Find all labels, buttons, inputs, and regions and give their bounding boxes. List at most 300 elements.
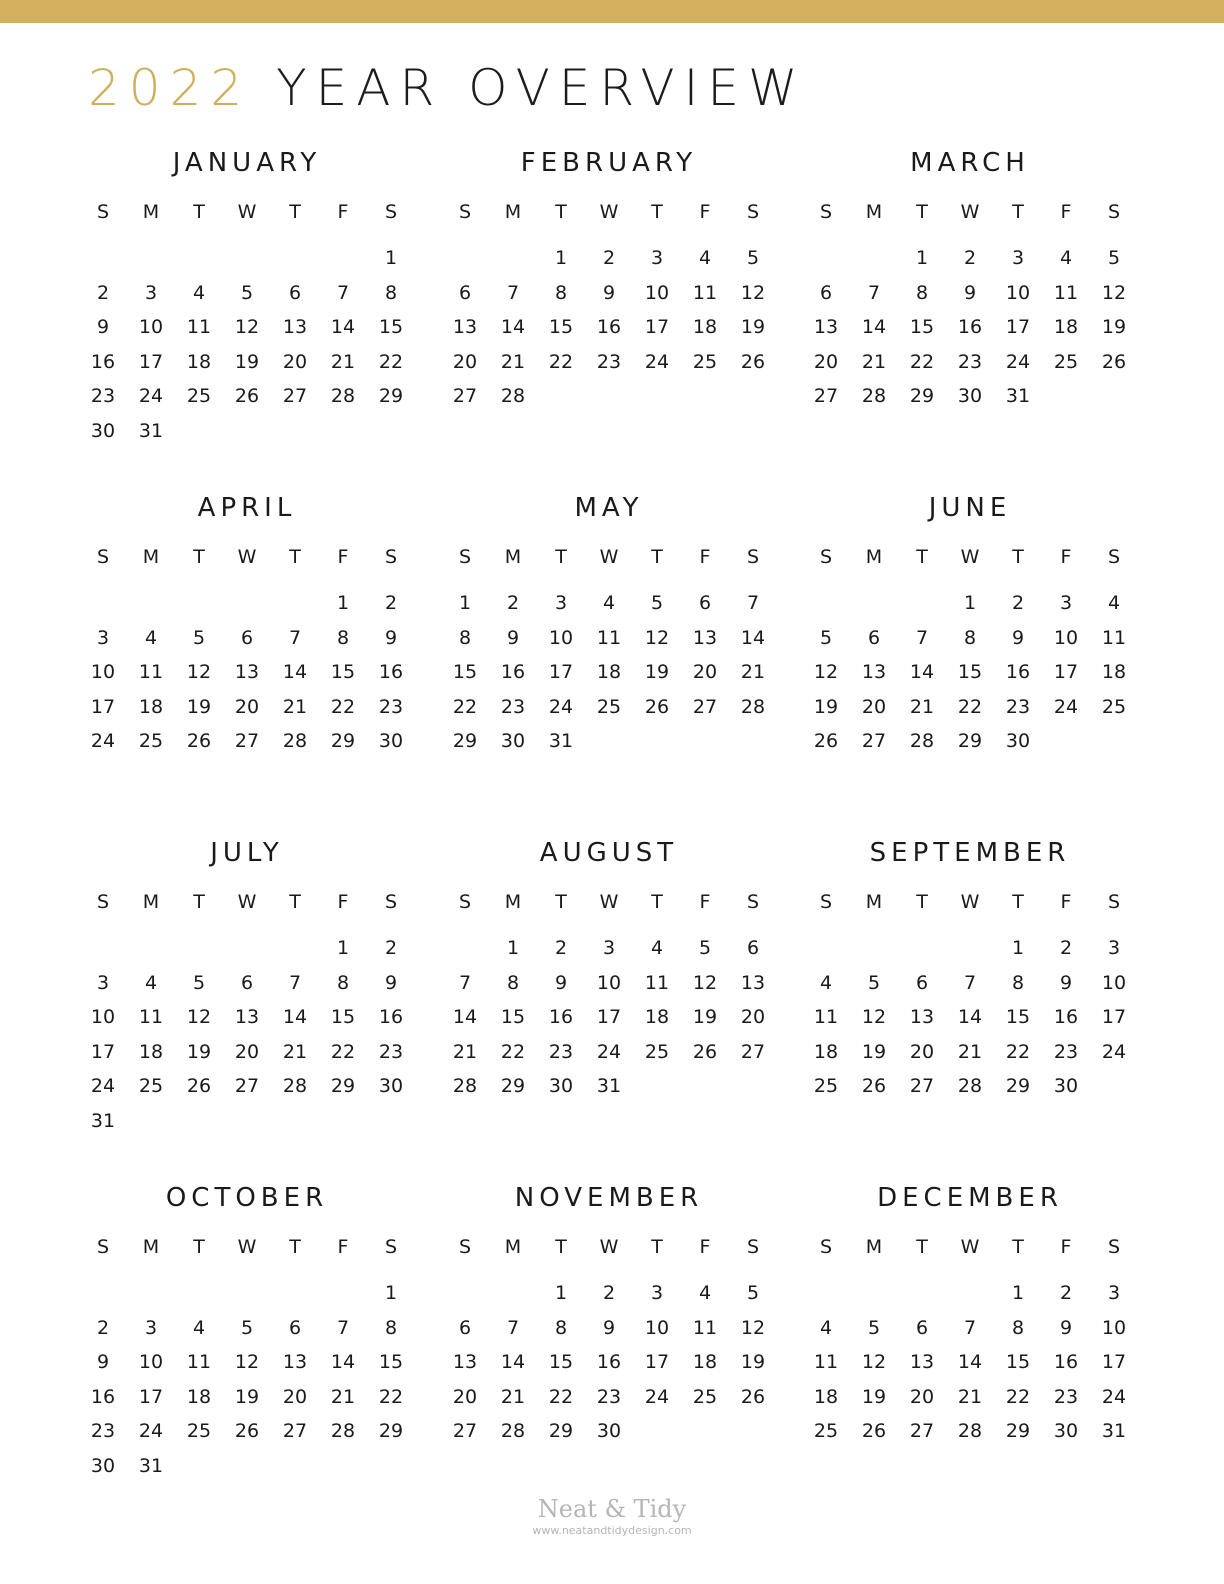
date-cell: 20 [813, 350, 839, 373]
weekday-label: F [337, 891, 349, 913]
weekday-label: S [819, 891, 833, 913]
date-cell: 12 [186, 661, 212, 683]
date-cell: 4 [698, 1282, 712, 1304]
date-cell: 5 [1107, 247, 1121, 269]
date-cell: 15 [957, 661, 983, 683]
weekday-label: M [865, 1236, 883, 1258]
date-cell: 7 [915, 626, 929, 649]
weekday-label: M [142, 546, 160, 568]
weekday-label: S [96, 201, 110, 223]
weekday-label: F [699, 546, 711, 568]
date-cell: 5 [650, 592, 664, 614]
date-cell: 23 [378, 695, 404, 718]
date-cell: 21 [957, 1040, 983, 1063]
date-cell: 4 [698, 247, 712, 269]
date-cell: 3 [144, 281, 158, 304]
date-cell: 13 [909, 1351, 935, 1373]
date-cell: 22 [957, 695, 983, 718]
date-cell: 13 [282, 316, 308, 338]
weekday-label: M [142, 1236, 160, 1258]
date-cell: 29 [378, 385, 404, 407]
date-cell: 6 [698, 592, 712, 614]
date-cell: 17 [1101, 1006, 1127, 1028]
date-cell: 10 [90, 1006, 116, 1028]
weekday-header [441, 200, 777, 224]
date-cell: 7 [288, 626, 302, 649]
date-cell: 26 [740, 350, 766, 373]
weekday-label: T [555, 891, 567, 913]
date-cell: 20 [282, 350, 308, 373]
date-cell: 23 [378, 1040, 404, 1063]
date-cell: 27 [813, 385, 839, 407]
date-cell: 8 [915, 281, 929, 304]
date-cell: 26 [1101, 350, 1127, 373]
date-grid [441, 586, 777, 759]
weekday-label: W [599, 201, 619, 223]
weekday-label: M [865, 201, 883, 223]
date-cell: 27 [282, 385, 308, 407]
date-cell: 14 [500, 1351, 526, 1373]
date-cell: 3 [1059, 592, 1073, 614]
weekday-header [441, 545, 777, 569]
weekday-label: T [1012, 1236, 1024, 1258]
date-cell: 4 [819, 1316, 833, 1339]
month-july [79, 838, 415, 1138]
brand-url: www.neatandtidydesign.com [532, 1524, 692, 1537]
date-cell: 30 [596, 1420, 622, 1442]
date-cell: 10 [1005, 281, 1031, 304]
weekday-label: S [819, 1236, 833, 1258]
date-cell: 11 [692, 1316, 718, 1339]
date-cell: 22 [548, 1385, 574, 1408]
weekday-label: T [193, 891, 205, 913]
date-cell: 2 [96, 281, 110, 304]
date-cell: 18 [692, 316, 718, 338]
date-grid [802, 241, 1138, 414]
date-cell: 23 [1053, 1385, 1079, 1408]
date-cell: 23 [1005, 695, 1031, 718]
date-cell: 12 [692, 971, 718, 994]
date-cell: 26 [186, 1075, 212, 1097]
weekday-label: S [458, 891, 472, 913]
month-name: SEPTEMBER [869, 838, 1071, 868]
date-cell: 9 [96, 316, 110, 338]
weekday-label: W [237, 201, 257, 223]
month-name: DECEMBER [877, 1183, 1063, 1213]
date-cell: 14 [957, 1351, 983, 1373]
weekday-label: T [916, 891, 928, 913]
date-cell: 23 [500, 695, 526, 718]
date-cell: 5 [746, 1282, 760, 1304]
date-cell: 28 [282, 1075, 308, 1097]
weekday-label: S [384, 546, 398, 568]
weekday-label: T [1012, 546, 1024, 568]
date-cell: 16 [500, 661, 526, 683]
weekday-label: M [142, 891, 160, 913]
date-cell: 2 [96, 1316, 110, 1339]
weekday-label: W [237, 1236, 257, 1258]
weekday-label: W [599, 546, 619, 568]
date-cell: 25 [138, 1075, 164, 1097]
date-cell: 14 [909, 661, 935, 683]
date-cell: 9 [1059, 971, 1073, 994]
weekday-label: T [916, 546, 928, 568]
date-cell: 1 [963, 592, 977, 614]
date-cell: 19 [186, 695, 212, 718]
date-cell: 12 [1101, 281, 1127, 304]
date-cell: 20 [282, 1385, 308, 1408]
date-cell: 6 [240, 971, 254, 994]
date-cell: 4 [192, 1316, 206, 1339]
date-cell: 16 [90, 350, 116, 373]
weekday-label: T [651, 201, 663, 223]
date-cell: 20 [452, 350, 478, 373]
date-cell: 20 [692, 661, 718, 683]
month-name: JUNE [928, 493, 1012, 523]
weekday-label: M [504, 1236, 522, 1258]
weekday-label: S [458, 201, 472, 223]
date-cell: 21 [909, 695, 935, 718]
date-cell: 26 [861, 1075, 887, 1097]
date-cell: 2 [554, 937, 568, 959]
date-cell: 6 [288, 281, 302, 304]
weekday-label: T [193, 1236, 205, 1258]
date-cell: 23 [90, 385, 116, 407]
weekday-label: S [1107, 546, 1121, 568]
weekday-header [802, 1235, 1138, 1259]
date-cell: 13 [452, 1351, 478, 1373]
date-cell: 28 [861, 385, 887, 407]
month-february [441, 148, 777, 414]
weekday-label: S [1107, 201, 1121, 223]
weekday-label: W [960, 546, 980, 568]
date-cell: 3 [554, 592, 568, 614]
date-cell: 28 [282, 730, 308, 752]
date-cell: 25 [1053, 350, 1079, 373]
date-cell: 27 [452, 1420, 478, 1442]
date-cell: 10 [644, 281, 670, 304]
date-cell: 11 [1053, 281, 1079, 304]
date-cell: 7 [963, 1316, 977, 1339]
date-grid [802, 1276, 1138, 1449]
date-cell: 11 [138, 1006, 164, 1028]
date-cell: 21 [452, 1040, 478, 1063]
footer-brand [0, 1494, 1224, 1538]
weekday-header [79, 890, 415, 914]
brand-logo: Neat & Tidy [537, 1495, 687, 1523]
weekday-header [802, 890, 1138, 914]
date-cell: 5 [867, 971, 881, 994]
weekday-label: M [865, 891, 883, 913]
date-grid [441, 1276, 777, 1449]
date-cell: 13 [813, 316, 839, 338]
month-name: MARCH [910, 148, 1030, 178]
date-grid [802, 931, 1138, 1104]
date-cell: 7 [506, 281, 520, 304]
weekday-label: W [960, 891, 980, 913]
date-cell: 23 [957, 350, 983, 373]
date-cell: 5 [192, 626, 206, 649]
date-cell: 2 [384, 592, 398, 614]
date-cell: 11 [1101, 626, 1127, 649]
date-cell: 9 [1011, 626, 1025, 649]
date-cell: 13 [740, 971, 766, 994]
weekday-header [802, 200, 1138, 224]
date-cell: 29 [1005, 1075, 1031, 1097]
date-cell: 30 [957, 385, 983, 407]
date-cell: 20 [740, 1006, 766, 1028]
date-cell: 26 [740, 1385, 766, 1408]
date-cell: 11 [596, 626, 622, 649]
date-cell: 12 [234, 1351, 260, 1373]
month-november [441, 1183, 777, 1449]
weekday-header [441, 1235, 777, 1259]
date-cell: 21 [740, 661, 766, 683]
date-cell: 21 [500, 1385, 526, 1408]
date-cell: 28 [500, 1420, 526, 1442]
weekday-label: S [384, 891, 398, 913]
date-cell: 18 [138, 1040, 164, 1063]
weekday-label: F [337, 1236, 349, 1258]
date-cell: 7 [506, 1316, 520, 1339]
date-cell: 9 [384, 626, 398, 649]
date-cell: 26 [813, 730, 839, 752]
date-cell: 5 [240, 1316, 254, 1339]
date-cell: 18 [813, 1385, 839, 1408]
date-cell: 24 [138, 385, 164, 407]
weekday-label: S [819, 546, 833, 568]
weekday-label: F [699, 1236, 711, 1258]
date-cell: 8 [384, 1316, 398, 1339]
date-cell: 13 [282, 1351, 308, 1373]
date-cell: 1 [1011, 937, 1025, 959]
date-cell: 1 [384, 1282, 398, 1304]
weekday-label: W [237, 546, 257, 568]
weekday-label: F [699, 201, 711, 223]
date-cell: 7 [336, 281, 350, 304]
date-cell: 19 [644, 661, 670, 683]
date-cell: 6 [915, 971, 929, 994]
weekday-label: T [193, 546, 205, 568]
date-cell: 16 [596, 316, 622, 338]
month-name: APRIL [197, 493, 297, 523]
date-grid [79, 586, 415, 759]
date-grid [441, 241, 777, 414]
title-year: 2022 [88, 59, 252, 117]
top-accent-bar [0, 0, 1224, 23]
date-cell: 9 [384, 971, 398, 994]
date-cell: 3 [96, 626, 110, 649]
date-cell: 6 [867, 626, 881, 649]
date-cell: 7 [867, 281, 881, 304]
date-cell: 10 [90, 661, 116, 683]
date-cell: 1 [915, 247, 929, 269]
date-cell: 5 [819, 626, 833, 649]
date-cell: 9 [1059, 1316, 1073, 1339]
month-name: MAY [574, 493, 644, 523]
weekday-label: S [384, 201, 398, 223]
date-cell: 3 [1011, 247, 1025, 269]
weekday-label: M [504, 891, 522, 913]
date-cell: 1 [1011, 1282, 1025, 1304]
date-cell: 18 [692, 1351, 718, 1373]
date-cell: 2 [1059, 937, 1073, 959]
date-cell: 17 [644, 1351, 670, 1373]
date-cell: 31 [1101, 1420, 1127, 1442]
weekday-label: T [289, 201, 301, 223]
date-cell: 9 [554, 971, 568, 994]
weekday-label: S [96, 546, 110, 568]
weekday-label: S [819, 201, 833, 223]
date-cell: 17 [548, 661, 574, 683]
date-cell: 22 [378, 1385, 404, 1408]
date-cell: 4 [1059, 247, 1073, 269]
date-cell: 27 [452, 385, 478, 407]
date-cell: 8 [336, 971, 350, 994]
date-cell: 18 [186, 350, 212, 373]
date-cell: 29 [957, 730, 983, 752]
weekday-header [802, 545, 1138, 569]
date-cell: 9 [602, 1316, 616, 1339]
weekday-label: W [960, 201, 980, 223]
date-cell: 18 [138, 695, 164, 718]
month-june [802, 493, 1138, 759]
date-cell: 6 [746, 937, 760, 959]
month-march [802, 148, 1138, 414]
date-cell: 6 [915, 1316, 929, 1339]
month-name: NOVEMBER [514, 1183, 704, 1213]
date-cell: 3 [650, 1282, 664, 1304]
date-cell: 18 [186, 1385, 212, 1408]
date-cell: 9 [963, 281, 977, 304]
date-cell: 16 [378, 661, 404, 683]
date-cell: 11 [186, 1351, 212, 1373]
date-cell: 30 [500, 730, 526, 752]
date-cell: 17 [596, 1006, 622, 1028]
weekday-label: W [599, 1236, 619, 1258]
date-cell: 17 [1053, 661, 1079, 683]
date-cell: 15 [548, 316, 574, 338]
date-grid [441, 931, 777, 1104]
date-cell: 6 [458, 281, 472, 304]
date-cell: 22 [452, 695, 478, 718]
date-cell: 8 [506, 971, 520, 994]
date-cell: 11 [692, 281, 718, 304]
date-cell: 4 [602, 592, 616, 614]
weekday-label: S [1107, 891, 1121, 913]
date-cell: 1 [458, 592, 472, 614]
date-cell: 7 [746, 592, 760, 614]
date-cell: 12 [740, 281, 766, 304]
date-cell: 19 [813, 695, 839, 718]
date-cell: 15 [1005, 1351, 1031, 1373]
month-september [802, 838, 1138, 1104]
date-cell: 12 [861, 1006, 887, 1028]
date-cell: 29 [1005, 1420, 1031, 1442]
date-cell: 15 [378, 316, 404, 338]
date-cell: 17 [1005, 316, 1031, 338]
weekday-label: T [555, 1236, 567, 1258]
date-cell: 16 [1053, 1006, 1079, 1028]
date-cell: 25 [138, 730, 164, 752]
date-cell: 4 [650, 937, 664, 959]
date-cell: 18 [596, 661, 622, 683]
weekday-label: F [1060, 201, 1072, 223]
date-cell: 26 [861, 1420, 887, 1442]
date-cell: 17 [90, 1040, 116, 1063]
date-cell: 27 [740, 1040, 766, 1063]
date-cell: 25 [813, 1075, 839, 1097]
date-cell: 16 [1053, 1351, 1079, 1373]
date-cell: 19 [234, 1385, 260, 1408]
date-cell: 24 [644, 1385, 670, 1408]
date-cell: 28 [500, 385, 526, 407]
date-cell: 20 [234, 1040, 260, 1063]
date-cell: 21 [330, 350, 356, 373]
date-cell: 23 [596, 350, 622, 373]
date-cell: 7 [336, 1316, 350, 1339]
date-cell: 10 [596, 971, 622, 994]
date-cell: 30 [1053, 1420, 1079, 1442]
date-cell: 25 [813, 1420, 839, 1442]
date-cell: 23 [596, 1385, 622, 1408]
date-cell: 15 [548, 1351, 574, 1373]
date-cell: 21 [282, 1040, 308, 1063]
date-cell: 3 [144, 1316, 158, 1339]
date-cell: 7 [458, 971, 472, 994]
date-cell: 15 [909, 316, 935, 338]
date-cell: 19 [861, 1040, 887, 1063]
date-cell: 14 [452, 1006, 478, 1028]
weekday-header [79, 1235, 415, 1259]
date-cell: 8 [336, 626, 350, 649]
date-cell: 19 [692, 1006, 718, 1028]
date-cell: 27 [234, 730, 260, 752]
date-cell: 14 [500, 316, 526, 338]
date-cell: 6 [819, 281, 833, 304]
date-cell: 20 [909, 1040, 935, 1063]
date-cell: 22 [909, 350, 935, 373]
date-grid [79, 1276, 415, 1483]
date-cell: 7 [288, 971, 302, 994]
date-cell: 29 [378, 1420, 404, 1442]
date-cell: 3 [96, 971, 110, 994]
date-cell: 8 [458, 626, 472, 649]
date-cell: 27 [234, 1075, 260, 1097]
date-cell: 26 [644, 695, 670, 718]
date-cell: 19 [186, 1040, 212, 1063]
date-cell: 6 [288, 1316, 302, 1339]
date-cell: 15 [330, 661, 356, 683]
weekday-label: T [289, 546, 301, 568]
date-cell: 2 [602, 1282, 616, 1304]
date-cell: 14 [330, 316, 356, 338]
date-cell: 31 [596, 1075, 622, 1097]
date-cell: 3 [1107, 937, 1121, 959]
weekday-label: T [289, 1236, 301, 1258]
date-cell: 21 [957, 1385, 983, 1408]
month-january [79, 148, 415, 448]
date-cell: 23 [548, 1040, 574, 1063]
date-cell: 16 [596, 1351, 622, 1373]
weekday-label: S [746, 891, 760, 913]
date-cell: 11 [644, 971, 670, 994]
weekday-label: T [555, 546, 567, 568]
date-cell: 11 [813, 1351, 839, 1373]
date-cell: 22 [330, 1040, 356, 1063]
date-cell: 2 [602, 247, 616, 269]
date-cell: 31 [138, 419, 164, 442]
